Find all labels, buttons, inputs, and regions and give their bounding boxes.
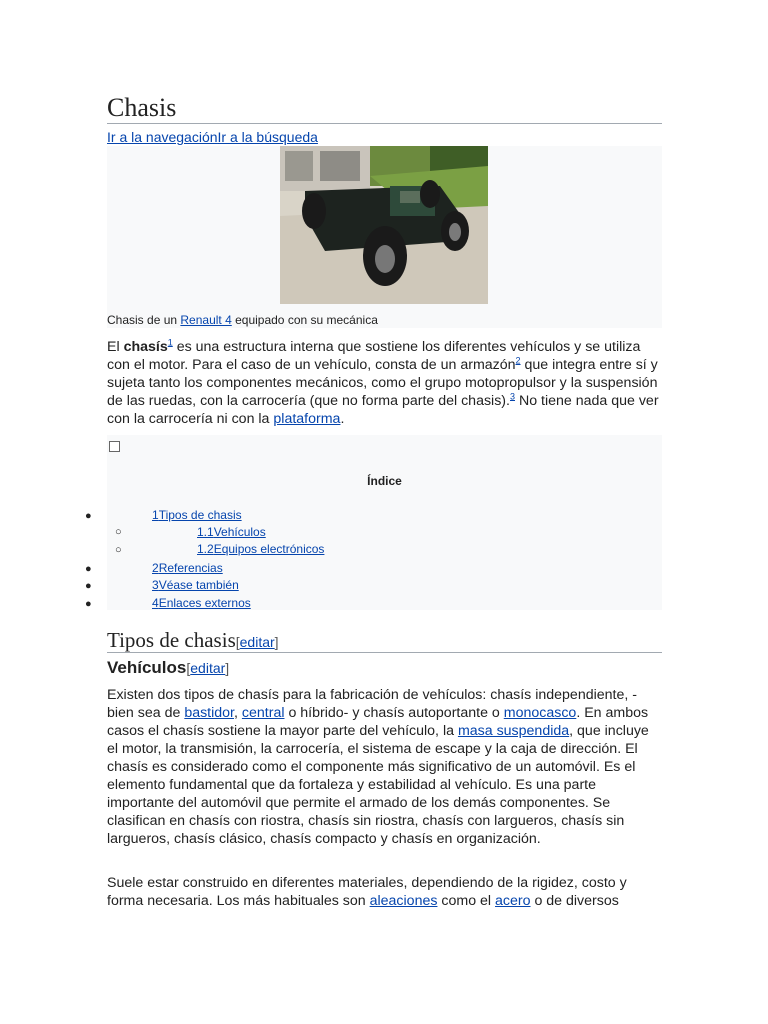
circle-bullet-icon: ○ <box>115 526 122 538</box>
reference-link[interactable]: 1 <box>167 337 173 348</box>
toc-item[interactable]: 1.2Equipos electrónicos <box>197 542 325 556</box>
central-link[interactable]: central <box>241 705 285 721</box>
reference-link[interactable]: 3 <box>509 391 515 402</box>
toc-item[interactable]: 2Referencias <box>152 561 223 575</box>
skip-to-search-link[interactable]: Ir a la búsqueda <box>217 129 318 145</box>
chassis-photo[interactable] <box>280 146 488 304</box>
chassis-photo-illustration <box>280 146 488 304</box>
intro-paragraph: El chasís$^1$ es una estructura interna que sostiene los diferentes vehículos y se utiliza con el motor. Para el caso de un vehículo, consta de un armazón$^2$ que integra entre sí y sujeta tanto los componentes mecánicos, como el grupo motopropulsor y la suspensión de las ruedas, con la carrocería (que no forma parte del chasis).$^3$ No tiene nada que ver con la carrocería ni con la plataforma. <box>107 337 659 427</box>
page-title: Chasis <box>107 92 662 124</box>
toc-item[interactable]: 4Enlaces externos <box>152 596 251 610</box>
circle-bullet-icon: ○ <box>115 544 122 556</box>
skip-links <box>107 128 318 146</box>
monocasco-link[interactable]: monocasco <box>503 705 577 721</box>
skip-to-navigation-link[interactable]: Ir a la navegación <box>107 129 218 145</box>
figure-caption: Chasis de un Renault 4 equipado con su mecánica <box>107 313 378 327</box>
bullet-icon: ● <box>85 580 92 592</box>
figure <box>107 146 662 328</box>
toc-item[interactable]: 3Véase también <box>152 578 239 592</box>
plataforma-link[interactable]: plataforma <box>273 411 341 427</box>
toc-toggle-checkbox[interactable] <box>109 441 120 452</box>
toc-item[interactable]: 1Tipos de chasis <box>152 508 242 522</box>
acero-link[interactable]: acero <box>495 893 531 909</box>
section-heading: Tipos de chasis[editar] <box>107 627 662 653</box>
edit-subsection-link[interactable]: editar <box>190 660 226 676</box>
bullet-icon: ● <box>85 598 92 610</box>
bullet-icon: ● <box>85 563 92 575</box>
renault-4-link[interactable]: Renault 4 <box>180 313 232 327</box>
bastidor-link[interactable]: bastidor <box>184 705 235 721</box>
masa-suspendida-link[interactable]: masa suspendida <box>457 723 570 739</box>
body-paragraph: Existen dos tipos de chasís para la fabricación de vehículos: chasís independiente, -bien sea de bastidor, central o híbrido- y chasís autoportante o monocasco. En ambos casos el chasís sostiene la mayor parte del vehículo, la masa suspendida, que incluye el motor, la transmisión, la carrocería, el sistema de escape y la caja de dirección. El chasís es considerado como el componente más significativo de un automóvil. Es el elemento fundamental que da fortaleza y estabilidad al vehículo. Es una parte importante del automóvil que permite el armado de los demás componentes. Se clasifican en chasís con riostra, chasís sin riostra, chasís con largueros, chasís sin largueros, chasís clásico, chasís compacto y chasís en organización. <box>107 687 649 847</box>
subsection-heading: Vehículos[editar] <box>107 658 230 677</box>
toc-title: Índice <box>367 474 402 488</box>
bullet-icon: ● <box>85 510 92 522</box>
edit-section-link[interactable]: editar <box>239 634 275 650</box>
body-paragraph: Suele estar construido en diferentes materiales, dependiendo de la rigidez, costo y forma necesaria. Los más habituales son aleaciones como el acero o de diversos <box>107 875 627 909</box>
aleaciones-link[interactable]: aleaciones <box>369 893 438 909</box>
reference-link[interactable]: 2 <box>515 355 521 366</box>
toc-item[interactable]: 1.1Vehículos <box>197 525 266 539</box>
